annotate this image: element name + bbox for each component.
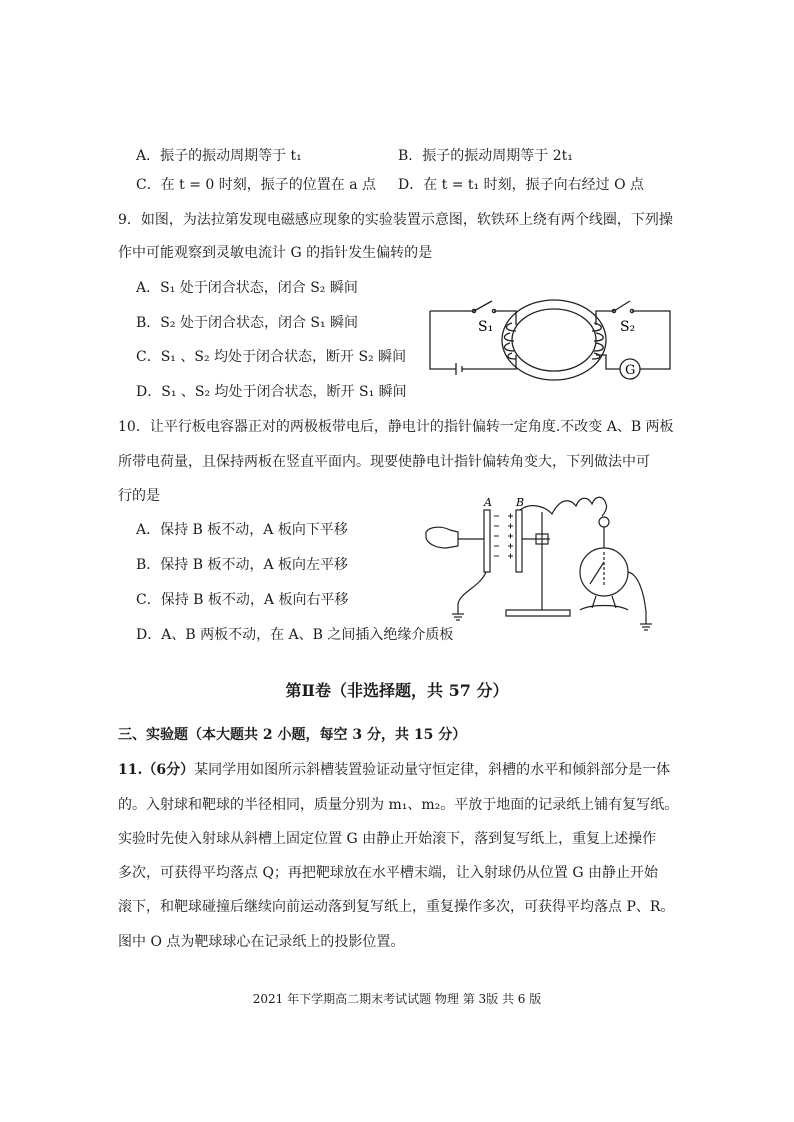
q11-line6: 图中 O 点为靶球球心在记录纸上的投影位置。	[118, 934, 405, 950]
q10-capacitor-figure	[420, 492, 660, 642]
q10-stem-line1: 10．让平行板电容器正对的两极板带电后，静电计的指针偏转一定角度.不改变 A、B 两板	[118, 419, 674, 435]
stand-base	[506, 610, 570, 616]
page-footer: 2021 年下学期高二期末考试试题 物理 第 3版 共 6 版	[252, 992, 542, 1006]
q9-circuit-figure	[426, 295, 676, 385]
q9-stem-line1: 9．如图，为法拉第发现电磁感应现象的实验装置示意图，软铁环上绕有两个线圈，下列操	[118, 212, 673, 228]
q11-line1	[118, 761, 670, 779]
q10-option-d: D．A、B 两板不动，在 A、B 之间插入绝缘介质板	[136, 627, 454, 643]
q9-option-c: C．S₁ 、S₂ 均处于闭合状态，断开 S₂ 瞬间	[136, 349, 407, 365]
hand-icon	[426, 527, 458, 548]
q11-line1-text: 某同学用如图所示斜槽装置验证动量守恒定律，斜槽的水平和倾斜部分是一体	[194, 762, 671, 778]
electroscope-knob	[599, 517, 609, 527]
part2-title: 第Ⅱ卷（非选择题，共 57 分）	[285, 681, 509, 700]
q11-line5: 滚下，和靶球碰撞后继续向前运动落到复写纸上，重复操作多次，可获得平均落点 P、R。	[118, 899, 675, 915]
s2-label: S₂	[620, 319, 636, 335]
galvanometer-label: G	[625, 363, 636, 378]
q8-option-a: A．振子的振动周期等于 t₁	[136, 148, 302, 164]
q8-option-c: C．在 t = 0 时刻，振子的位置在 a 点	[136, 177, 377, 193]
switch-s1-blade	[474, 301, 492, 311]
s1-label: S₁	[478, 319, 494, 335]
plate-a	[484, 510, 490, 572]
q8-option-d: D．在 t = t₁ 时刻，振子向右经过 O 点	[398, 177, 644, 193]
iron-ring-inner	[512, 309, 596, 371]
ground-wire-a	[458, 572, 486, 614]
electroscope-needle	[590, 562, 604, 584]
q10-stem-line2: 所带电荷量，且保持两板在竖直平面内。现要使静电计指针偏转角变大，下列做法中可	[118, 454, 650, 470]
left-circuit-wire	[430, 311, 456, 369]
q10-option-a: A．保持 B 板不动，A 板向下平移	[136, 522, 348, 538]
q9-option-a: A．S₁ 处于闭合状态，闭合 S₂ 瞬间	[136, 280, 358, 296]
plate-b-label: B	[516, 496, 525, 509]
q10-stem-line3: 行的是	[118, 488, 160, 504]
q11-line2: 的。入射球和靶球的半径相同，质量分别为 m₁、m₂。平放于地面的记录纸上铺有复写纸。	[118, 797, 679, 813]
plate-b	[516, 510, 522, 572]
q11-line4: 多次，可获得平均落点 Q；再把靶球放在水平槽末端，让入射球仍从位置 G 由静止开始	[118, 865, 659, 881]
q11-label: 11.（6分）	[118, 762, 195, 778]
plate-charges	[494, 514, 513, 559]
iron-ring-outer	[502, 300, 606, 380]
q9-option-b: B．S₂ 处于闭合状态，闭合 S₁ 瞬间	[136, 315, 359, 331]
q10-option-b: B．保持 B 板不动，A 板向左平移	[136, 557, 349, 573]
connecting-wire	[520, 497, 607, 516]
q10-option-c: C．保持 B 板不动，A 板向右平移	[136, 592, 349, 608]
q8-option-b: B．振子的振动周期等于 2t₁	[398, 148, 573, 164]
plate-a-label: A	[484, 496, 492, 509]
q11-line3: 实验时先使入射球从斜槽上固定位置 G 由静止开始滚下，落到复写纸上，重复上述操作	[118, 831, 657, 847]
q9-option-d: D．S₁ 、S₂ 均处于闭合状态，断开 S₁ 瞬间	[136, 384, 407, 400]
electroscope-base	[580, 606, 628, 611]
section3-title: 三、实验题（本大题共 2 小题，每空 3 分，共 15 分）	[118, 727, 467, 743]
switch-s2-blade	[614, 301, 630, 311]
q9-stem-line2: 作中可能观察到灵敏电流计 G 的指针发生偏转的是	[118, 245, 433, 261]
